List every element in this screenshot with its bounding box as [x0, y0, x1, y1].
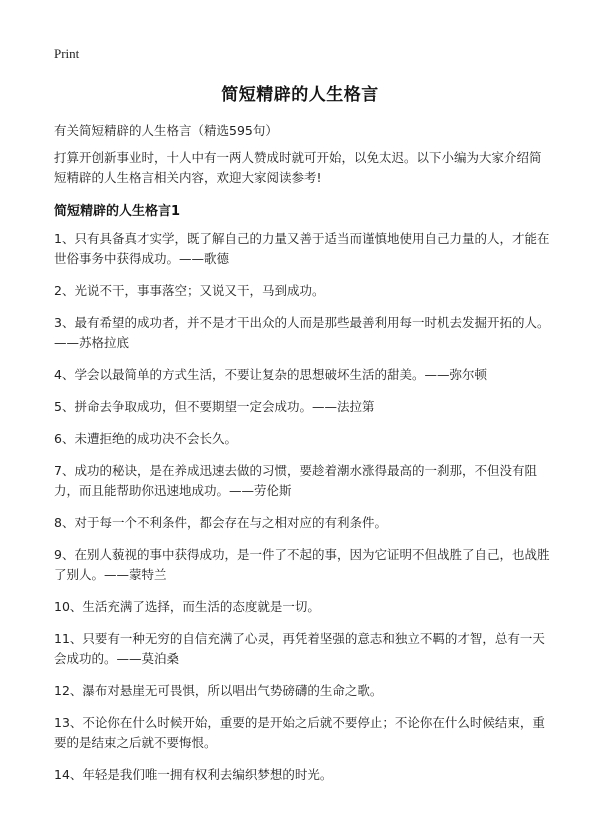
quote-item: 10、生活充满了选择，而生活的态度就是一切。 — [54, 599, 320, 614]
quote-item: 4、学会以最简单的方式生活，不要让复杂的思想破坏生活的甜美。——弥尔顿 — [54, 367, 487, 382]
subtitle: 有关简短精辟的人生格言（精选595句） — [54, 123, 278, 138]
page-title: 简短精辟的人生格言 — [221, 85, 379, 105]
print-link[interactable]: Print — [54, 46, 80, 61]
quote-item: 13、不论你在什么时候开始，重要的是开始之后就不要停止；不论你在什么时候结束，重要的是结束之后就不要悔恨。 — [54, 715, 545, 750]
quote-item: 3、最有希望的成功者，并不是才干出众的人而是那些最善利用每一时机去发掘开拓的人。——苏格拉底 — [54, 315, 550, 350]
quote-item: 11、只要有一种无穷的自信充满了心灵，再凭着坚强的意志和独立不羁的才智，总有一天会成功的。——莫泊桑 — [54, 631, 545, 666]
quote-item: 2、光说不干，事事落空；又说又干，马到成功。 — [54, 283, 325, 298]
intro-paragraph: 打算开创新事业时，十人中有一两人赞成时就可开始，以免太迟。以下小编为大家介绍简短精辟的人生格言相关内容，欢迎大家阅读参考! — [54, 150, 542, 185]
quote-list — [54, 229, 550, 797]
quote-item: 14、年轻是我们唯一拥有权利去编织梦想的时光。 — [54, 767, 333, 782]
quote-item: 12、瀑布对悬崖无可畏惧，所以唱出气势磅礴的生命之歌。 — [54, 683, 383, 698]
quote-item: 5、拼命去争取成功，但不要期望一定会成功。——法拉第 — [54, 399, 375, 414]
section-heading: 简短精辟的人生格言1 — [54, 204, 181, 219]
quote-item: 7、成功的秘诀，是在养成迅速去做的习惯，要趁着潮水涨得最高的一刹那，不但没有阻力，而且能帮助你迅速地成功。——劳伦斯 — [54, 463, 537, 498]
quote-item: 6、未遭拒绝的成功决不会长久。 — [54, 431, 237, 446]
quote-item: 1、只有具备真才实学，既了解自己的力量又善于适当而谨慎地使用自己力量的人，才能在世俗事务中获得成功。——歌德 — [54, 231, 550, 266]
quote-item: 9、在别人藐视的事中获得成功，是一件了不起的事，因为它证明不但战胜了自己，也战胜了别人。——蒙特兰 — [54, 547, 550, 582]
quote-item: 8、对于每一个不利条件，都会存在与之相对应的有利条件。 — [54, 515, 387, 530]
